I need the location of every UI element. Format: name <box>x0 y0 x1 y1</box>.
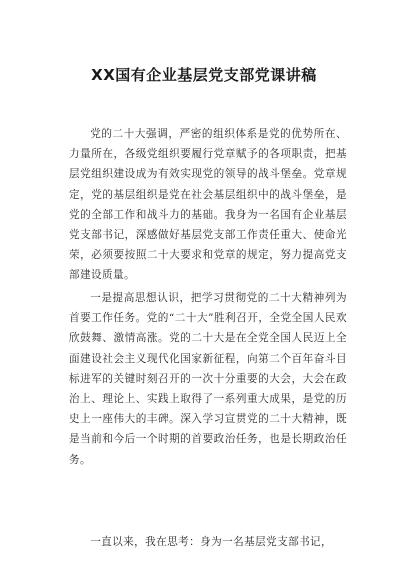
paragraph-reflection: 一直以来，我在思考：身为一名基层党支部书记， <box>90 536 333 548</box>
paragraph-point-one: 一是提高思想认识，把学习贯彻党的二十大精神列为首要工作任务。党的“二十大”胜利召开，全党全国人民欢欣鼓舞、激情高涨。党的二十大是在全党全国人民迈上全面建设社会主义现代化国家新征程，向第二个百年奋斗目标进军的关键时刻召开的一次十分重要的大会，大会在政治上、理论上、实践上取得了一系列重大成果，是党的历史上一座伟大的丰碑。深入学习宣贯党的二十大精神，既是当前和今后一个时期的首要政治任务，也是长期政治任务。 <box>69 292 347 466</box>
paragraph-intro: 党的二十大强调，严密的组织体系是党的优势所在、力量所在，各级党组织要履行党章赋予的各项职责，把基层党组织建设成为有效实现党的领导的战斗堡垒。党章规定，党的基层组织是党在社会基层组织中的战斗堡垒，是党的全部工作和战斗力的基础。我身为一名国有企业基层党支部书记，深感做好基层党支部工作责任重大、使命光荣，必须要按照二十大要求和党章的规定，努力提高党支部建设质量。 <box>69 128 347 282</box>
document-title: XX国有企业基层党支部党课讲稿 <box>91 66 317 84</box>
